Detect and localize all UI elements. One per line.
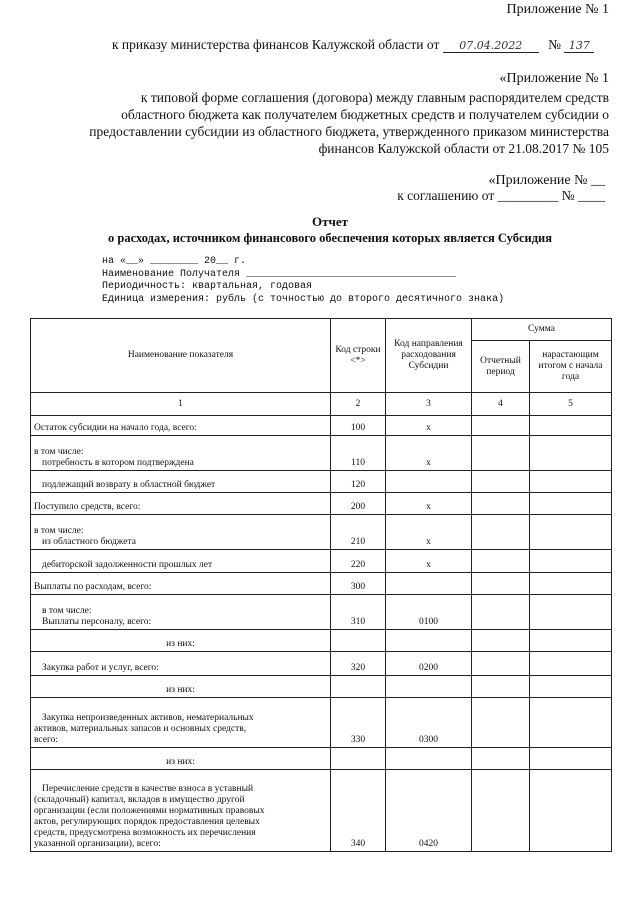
row-name-line: потребность в котором подтверждена bbox=[42, 458, 194, 468]
row-name bbox=[31, 630, 331, 652]
table-row bbox=[31, 550, 612, 573]
appendix-2-text bbox=[0, 89, 609, 157]
row-cumulative-value[interactable] bbox=[530, 630, 612, 652]
row-direction bbox=[386, 676, 472, 698]
order-date: 07.04.2022 bbox=[443, 39, 539, 53]
row-direction: 0200 bbox=[386, 652, 472, 676]
row-name bbox=[31, 550, 331, 573]
row-period-value[interactable] bbox=[472, 595, 530, 630]
row-period-value[interactable] bbox=[472, 515, 530, 550]
appendix-1-title: Приложение № 1 bbox=[506, 2, 609, 17]
table-row bbox=[31, 652, 612, 676]
row-name bbox=[31, 676, 331, 698]
row-name-line: подлежащий возврату в областной бюджет bbox=[42, 480, 216, 490]
row-period-value[interactable] bbox=[472, 416, 530, 436]
header-period: Отчетный период bbox=[472, 341, 530, 393]
order-reference bbox=[112, 37, 612, 53]
row-period-value[interactable] bbox=[472, 652, 530, 676]
row-code: 330 bbox=[331, 698, 386, 748]
row-name-line: из них: bbox=[166, 685, 195, 695]
report-unit-line: Единица измерения: рубль (с точностью до второго десятичного знака) bbox=[102, 293, 505, 305]
row-name-line: из них: bbox=[166, 757, 195, 767]
row-code: 110 bbox=[331, 436, 386, 471]
header-name: Наименование показателя bbox=[31, 319, 331, 393]
row-cumulative-value[interactable] bbox=[530, 652, 612, 676]
row-name bbox=[31, 493, 331, 515]
row-cumulative-value[interactable] bbox=[530, 515, 612, 550]
row-name bbox=[31, 770, 331, 852]
header-code: Код строки <*> bbox=[331, 319, 386, 393]
table-row bbox=[31, 573, 612, 595]
row-cumulative-value[interactable] bbox=[530, 698, 612, 748]
row-period-value[interactable] bbox=[472, 573, 530, 595]
row-name bbox=[31, 748, 331, 770]
row-name bbox=[31, 436, 331, 471]
row-period-value[interactable] bbox=[472, 698, 530, 748]
row-code bbox=[331, 748, 386, 770]
row-direction bbox=[386, 471, 472, 493]
row-code: 210 bbox=[331, 515, 386, 550]
row-period-value[interactable] bbox=[472, 436, 530, 471]
row-direction bbox=[386, 630, 472, 652]
row-code: 220 bbox=[331, 550, 386, 573]
row-name bbox=[31, 515, 331, 550]
row-cumulative-value[interactable] bbox=[530, 471, 612, 493]
row-name-line: в том числе: bbox=[42, 606, 92, 616]
header-sum: Сумма bbox=[472, 319, 612, 341]
table-row bbox=[31, 770, 612, 852]
table-row bbox=[31, 676, 612, 698]
appendix-3-agreement: к соглашению от _________ № ____ bbox=[397, 188, 605, 203]
report-period-line: Периодичность: квартальная, годовая bbox=[102, 281, 313, 292]
table-row bbox=[31, 595, 612, 630]
row-name-line: Выплаты персоналу, всего: bbox=[42, 617, 152, 627]
col-number: 2 bbox=[331, 393, 386, 416]
report-table bbox=[30, 318, 612, 852]
row-direction: x bbox=[386, 436, 472, 471]
row-name-line: (складочный) капитал, вкладов в имущество другой bbox=[34, 795, 245, 805]
col-number: 1 bbox=[31, 393, 331, 416]
row-name-line: в том числе: bbox=[34, 447, 84, 457]
row-code bbox=[331, 676, 386, 698]
appendix-2-line: предоставлении субсидии из областного бюджета, утвержденного приказом министерства bbox=[89, 124, 609, 139]
row-name bbox=[31, 573, 331, 595]
table-row bbox=[31, 515, 612, 550]
row-name-line: организации (если положениями нормативных правовых bbox=[34, 806, 265, 816]
row-cumulative-value[interactable] bbox=[530, 493, 612, 515]
row-code: 320 bbox=[331, 652, 386, 676]
row-direction: x bbox=[386, 493, 472, 515]
row-cumulative-value[interactable] bbox=[530, 595, 612, 630]
appendix-2-title: «Приложение № 1 bbox=[499, 71, 609, 86]
header-cumulative: нарастающим итогом с начала года bbox=[530, 341, 612, 393]
row-name-line: средств, предусмотрена возможность их перечисления bbox=[34, 828, 256, 838]
row-direction: 0420 bbox=[386, 770, 472, 852]
row-name bbox=[31, 652, 331, 676]
row-code: 300 bbox=[331, 573, 386, 595]
header-direction: Код направления расходования Субсидии bbox=[386, 319, 472, 393]
row-direction bbox=[386, 573, 472, 595]
col-number: 5 bbox=[530, 393, 612, 416]
row-name bbox=[31, 698, 331, 748]
col-number: 3 bbox=[386, 393, 472, 416]
order-number: 137 bbox=[564, 39, 594, 53]
row-name-line: актов, регулирующих порядок предоставления целевых bbox=[34, 817, 260, 827]
row-name-line: активов, материальных запасов и основных средств, bbox=[34, 724, 247, 734]
row-name-line: в том числе: bbox=[34, 526, 84, 536]
appendix-2-line: областного бюджета как получателем бюджетных средств и получателем субсидии о bbox=[121, 107, 609, 122]
report-recipient-line: Наименование Получателя ___________________________________ bbox=[102, 268, 457, 280]
row-period-value[interactable] bbox=[472, 676, 530, 698]
row-code: 310 bbox=[331, 595, 386, 630]
table-row bbox=[31, 436, 612, 471]
row-name-line: Перечисление средств в качестве взноса в уставный bbox=[42, 784, 254, 794]
report-title: Отчет bbox=[312, 214, 348, 229]
report-subtitle: о расходах, источником финансового обеспечения которых является Субсидия bbox=[108, 231, 552, 245]
table-row bbox=[31, 416, 612, 436]
row-cumulative-value[interactable] bbox=[530, 748, 612, 770]
table-row bbox=[31, 630, 612, 652]
appendix-2-line: финансов Калужской области от 21.08.2017 № 105 bbox=[318, 141, 609, 156]
row-name-line: всего: bbox=[34, 735, 59, 745]
row-name-line: из областного бюджета bbox=[42, 537, 136, 547]
row-direction: 0300 bbox=[386, 698, 472, 748]
col-number: 4 bbox=[472, 393, 530, 416]
row-cumulative-value[interactable] bbox=[530, 676, 612, 698]
row-direction: x bbox=[386, 515, 472, 550]
row-code: 100 bbox=[331, 416, 386, 436]
table-row bbox=[31, 748, 612, 770]
row-name-line: Поступило средств, всего: bbox=[34, 502, 141, 512]
order-prefix: к приказу министерства финансов Калужской области от bbox=[112, 37, 440, 52]
row-direction: x bbox=[386, 550, 472, 573]
table-row bbox=[31, 698, 612, 748]
row-name-line: дебиторской задолженности прошлых лет bbox=[42, 560, 213, 570]
row-period-value[interactable] bbox=[472, 471, 530, 493]
report-meta bbox=[102, 256, 622, 306]
row-name-line: Остаток субсидии на начало года, всего: bbox=[34, 423, 197, 433]
row-direction: 0100 bbox=[386, 595, 472, 630]
row-name-line: указанной организации), всего: bbox=[34, 839, 161, 849]
table-row bbox=[31, 493, 612, 515]
row-cumulative-value[interactable] bbox=[530, 770, 612, 852]
row-code: 120 bbox=[331, 471, 386, 493]
row-name-line: Закупка непроизведенных активов, нематериальных bbox=[42, 713, 254, 723]
row-name bbox=[31, 416, 331, 436]
report-date-line: на «__» ________ 20__ г. bbox=[102, 256, 247, 267]
row-code: 200 bbox=[331, 493, 386, 515]
row-cumulative-value[interactable] bbox=[530, 416, 612, 436]
row-direction: x bbox=[386, 416, 472, 436]
row-code bbox=[331, 630, 386, 652]
row-code: 340 bbox=[331, 770, 386, 852]
row-name-line: из них: bbox=[166, 639, 195, 649]
row-cumulative-value[interactable] bbox=[530, 550, 612, 573]
row-name-line: Закупка работ и услуг, всего: bbox=[42, 663, 159, 673]
row-name bbox=[31, 595, 331, 630]
appendix-2-line: к типовой форме соглашения (договора) между главным распорядителем средств bbox=[140, 90, 609, 105]
order-number-label: № bbox=[548, 37, 562, 52]
row-cumulative-value[interactable] bbox=[530, 436, 612, 471]
row-cumulative-value[interactable] bbox=[530, 573, 612, 595]
row-name bbox=[31, 471, 331, 493]
row-period-value[interactable] bbox=[472, 770, 530, 852]
table-row bbox=[31, 471, 612, 493]
row-period-value[interactable] bbox=[472, 550, 530, 573]
appendix-3-title: «Приложение № __ bbox=[488, 173, 605, 188]
row-period-value[interactable] bbox=[472, 493, 530, 515]
row-direction bbox=[386, 748, 472, 770]
row-name-line: Выплаты по расходам, всего: bbox=[34, 582, 152, 592]
row-period-value[interactable] bbox=[472, 748, 530, 770]
row-period-value[interactable] bbox=[472, 630, 530, 652]
